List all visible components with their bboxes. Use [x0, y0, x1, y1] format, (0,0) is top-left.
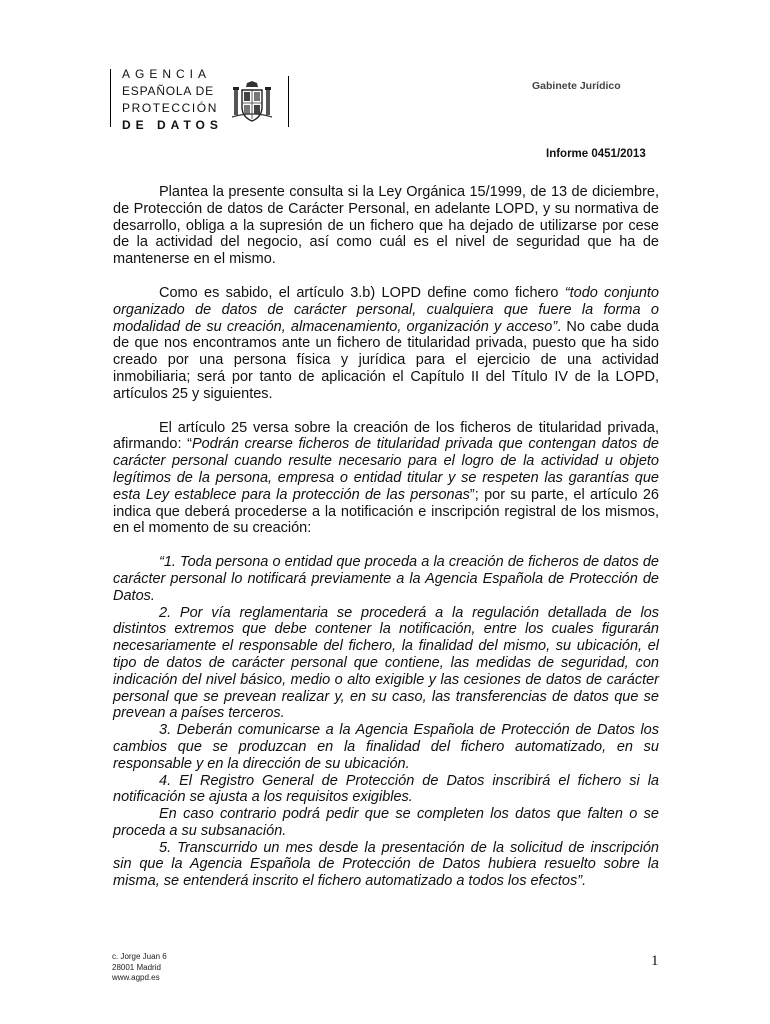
document-body	[113, 184, 659, 890]
logo-divider-right	[288, 76, 289, 127]
paragraph-2: Como es sabido, el artículo 3.b) LOPD define como fichero “todo conjunto organizado de datos de carácter personal, cualquiera que fuere la forma o modalidad de su creación, almacenamiento, organización y acceso”. No cabe duda de que nos encontramos ante un fichero de titularidad privada, puesto que ha sido creado por una persona física y jurídica para el ejercicio de una actividad inmobiliaria; será por tanto de aplicación el Capítulo II del Título IV de la LOPD, artículos 25 y siguientes.	[113, 284, 659, 402]
footer-address	[112, 952, 167, 984]
logo-line-3: PROTECCIÓN	[122, 101, 219, 115]
quote-definition: “todo conjunto organizado de datos de carácter personal, cualquiera que fuere la forma o modalidad de su creación, almacenamiento, organización y acceso”	[113, 284, 659, 335]
quote-item: En caso contrario podrá pedir que se completen los datos que falten o se proceda a su subsanación.	[113, 806, 659, 839]
paragraph-3: El artículo 25 versa sobre la creación de los ficheros de titularidad privada, afirmando: “Podrán crearse ficheros de titularidad privada que contengan datos de carácter personal cuando resulte necesario para el logro de la actividad u objeto legítimos de la persona, empresa o entidad titular y se respeten las garantías que esta Ley establece para la protección de las personas”; por su parte, el artículo 26 indica que deberá procederse a la notificación e inscripción registral de los mismos, en el momento de su creación:	[113, 419, 659, 537]
report-id: Informe 0451/2013	[546, 148, 646, 160]
logo-wordmark	[122, 66, 223, 134]
logo-line-2: ESPAÑOLA DE	[122, 84, 214, 98]
page-number: 1	[651, 953, 659, 969]
footer-city: 28001 Madrid	[112, 962, 161, 972]
logo-divider-left	[110, 69, 111, 127]
article-26-quote	[113, 554, 659, 890]
paragraph-1: Plantea la presente consulta si la Ley Orgánica 15/1999, de 13 de diciembre, de Protección de datos de Carácter Personal, en adelante LOPD, y su normativa de desarrollo, obliga a la supresión de un fichero que ha dejado de utilizarse por cese de la actividad del negocio, así como cuál es el nivel de seguridad que ha de mantenerse en el mismo.	[113, 184, 659, 268]
footer-website: www.agpd.es	[112, 973, 160, 982]
department-label: Gabinete Jurídico	[532, 80, 621, 92]
quote-item: 5. Transcurrido un mes desde la presentación de la solicitud de inscripción sin que la Agencia Española de Protección de Datos hubiera resuelto sobre la misma, se entenderá inscrito el fichero automatizado a todos los efectos”.	[113, 839, 659, 890]
logo-line-1: AGENCIA	[122, 67, 212, 81]
quote-item: 3. Deberán comunicarse a la Agencia Española de Protección de Datos los cambios que se produzcan en la finalidad del fichero automatizado, en su responsable y en la dirección de su ubicación.	[113, 722, 659, 772]
agency-logo	[110, 63, 292, 132]
quote-item: 4. El Registro General de Protección de Datos inscribirá el fichero si la notificación se ajusta a los requisitos exigibles.	[113, 772, 659, 806]
quote-item: “1. Toda persona o entidad que proceda a la creación de ficheros de datos de carácter personal lo notificará previamente a la Agencia Española de Protección de Datos.	[113, 554, 659, 604]
quote-item: 2. Por vía reglamentaria se procederá a la regulación detallada de los distintos extremos que debe contener la notificación, entre los cuales figurarán necesariamente el responsable del fichero, la finalidad del mismo, su ubicación, el tipo de datos de carácter personal que contiene, las medidas de seguridad, con indicación del nivel básico, medio o alto exigible y las cesiones de datos de carácter personal que se prevean realizar y, en su caso, las transferencias de datos que se prevean a países terceros.	[113, 604, 659, 722]
quote-article-25: Podrán crearse ficheros de titularidad privada que contengan datos de carácter personal cuando resulte necesario para el logro de la actividad u objeto legítimos de la persona, empresa o entidad titular y se respeten las garantías que esta Ley establece para la protección de las personas	[113, 436, 659, 503]
logo-line-4: DE DATOS	[122, 118, 223, 132]
footer-street: c. Jorge Juan 6	[112, 952, 167, 961]
coat-of-arms-icon	[232, 81, 272, 123]
